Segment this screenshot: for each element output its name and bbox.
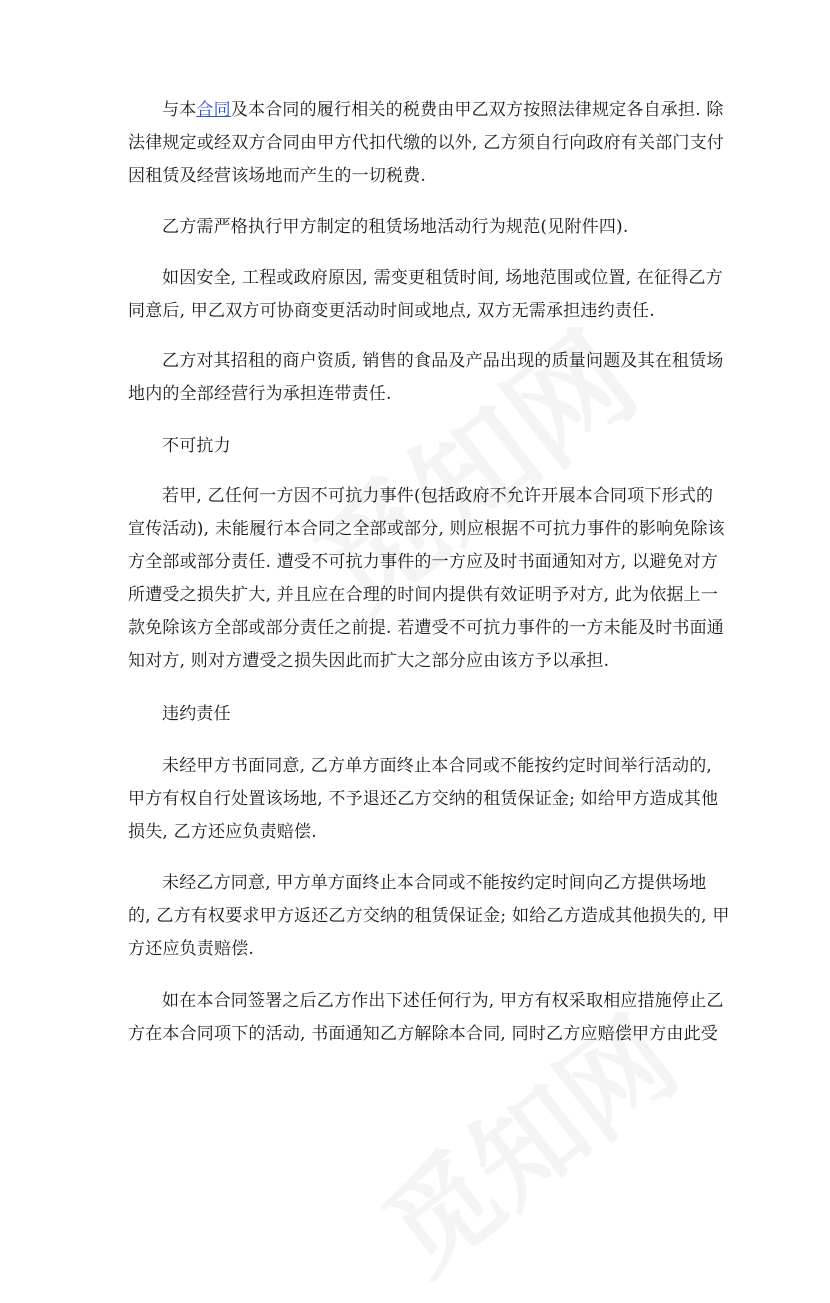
text-line: 若甲, 乙任何一方因不可抗力事件(包括政府不允许开展本合同项下形式的 (162, 486, 714, 506)
text-line: 方全部或部分责任. 遭受不可抗力事件的一方应及时书面通知对方, 以避免对方 (128, 552, 719, 572)
text-line: 所遭受之损失扩大, 并且应在合理的时间内提供有效证明予对方, 此为依据上一 (128, 585, 719, 605)
text-line: 同意后, 甲乙双方可协商变更活动时间或地点, 双方无需承担违约责任. (128, 301, 655, 321)
text-line: 方还应负责赔偿. (128, 939, 255, 959)
text-line: 法律规定或经双方合同由甲方代扣代缴的以外, 乙方须自行向政府有关部门支付 (128, 133, 725, 153)
text-line: 乙方需严格执行甲方制定的租赁场地活动行为规范(见附件四). (162, 217, 629, 237)
text-line: 方在本合同项下的活动, 书面通知乙方解除本合同, 同时乙方应赔偿甲方由此受 (128, 1024, 719, 1044)
text-line: 的, 乙方有权要求甲方返还乙方交纳的租赁保证金; 如给乙方造成其他损失的, 甲 (128, 906, 730, 926)
text-line: 宣传活动), 未能履行本合同之全部或部分, 则应根据不可抗力事件的影响免除该 (128, 519, 725, 539)
text-line: 地内的全部经营行为承担连带责任. (128, 384, 392, 404)
text-line: 知对方, 则对方遭受之损失因此而扩大之部分应由该方予以承担. (128, 651, 610, 671)
text-line: 未经甲方书面同意, 乙方单方面终止本合同或不能按约定时间举行活动的, (162, 756, 713, 776)
heading-text: 不可抗力 (162, 436, 231, 456)
text-line: 如因安全, 工程或政府原因, 需变更租赁时间, 场地范围或位置, 在征得乙方 (162, 268, 723, 288)
text-segment: 与本 (162, 100, 197, 120)
text-line: 损失, 乙方还应负责赔偿. (128, 822, 317, 842)
paragraph-rules (128, 211, 713, 244)
text-segment: 及本合同的履行相关的税费由甲乙双方按照法律规定各自承担. 除 (230, 100, 724, 120)
text-line: 因租赁及经营该场地而产生的一切税费. (128, 166, 427, 186)
paragraph-breach-party-b (128, 750, 719, 849)
section-heading-force-majeure (128, 430, 713, 463)
paragraph-breach-party-a (128, 867, 730, 966)
section-heading-breach (128, 698, 713, 731)
text-line (128, 94, 724, 127)
text-line: 甲方有权自行处置该场地, 不予退还乙方交纳的租赁保证金; 如给甲方造成其他 (128, 789, 719, 809)
text-line: 未经乙方同意, 甲方单方面终止本合同或不能按约定时间向乙方提供场地 (162, 873, 707, 893)
paragraph-force-majeure (128, 480, 725, 678)
text-line: 如在本合同签署之后乙方作出下述任何行为, 甲方有权采取相应措施停止乙 (162, 991, 724, 1011)
text-line: 款免除该方全部或部分责任之前提. 若遭受不可抗力事件的一方未能及时书面通 (128, 618, 725, 638)
paragraph-tax (128, 94, 725, 193)
paragraph-termination (128, 985, 724, 1051)
heading-text: 违约责任 (162, 704, 231, 724)
text-line: 乙方对其招租的商户资质, 销售的食品及产品出现的质量问题及其在租赁场 (162, 351, 724, 371)
paragraph-liability (128, 345, 724, 411)
paragraph-change (128, 262, 723, 328)
contract-link[interactable]: 合同 (196, 100, 231, 120)
